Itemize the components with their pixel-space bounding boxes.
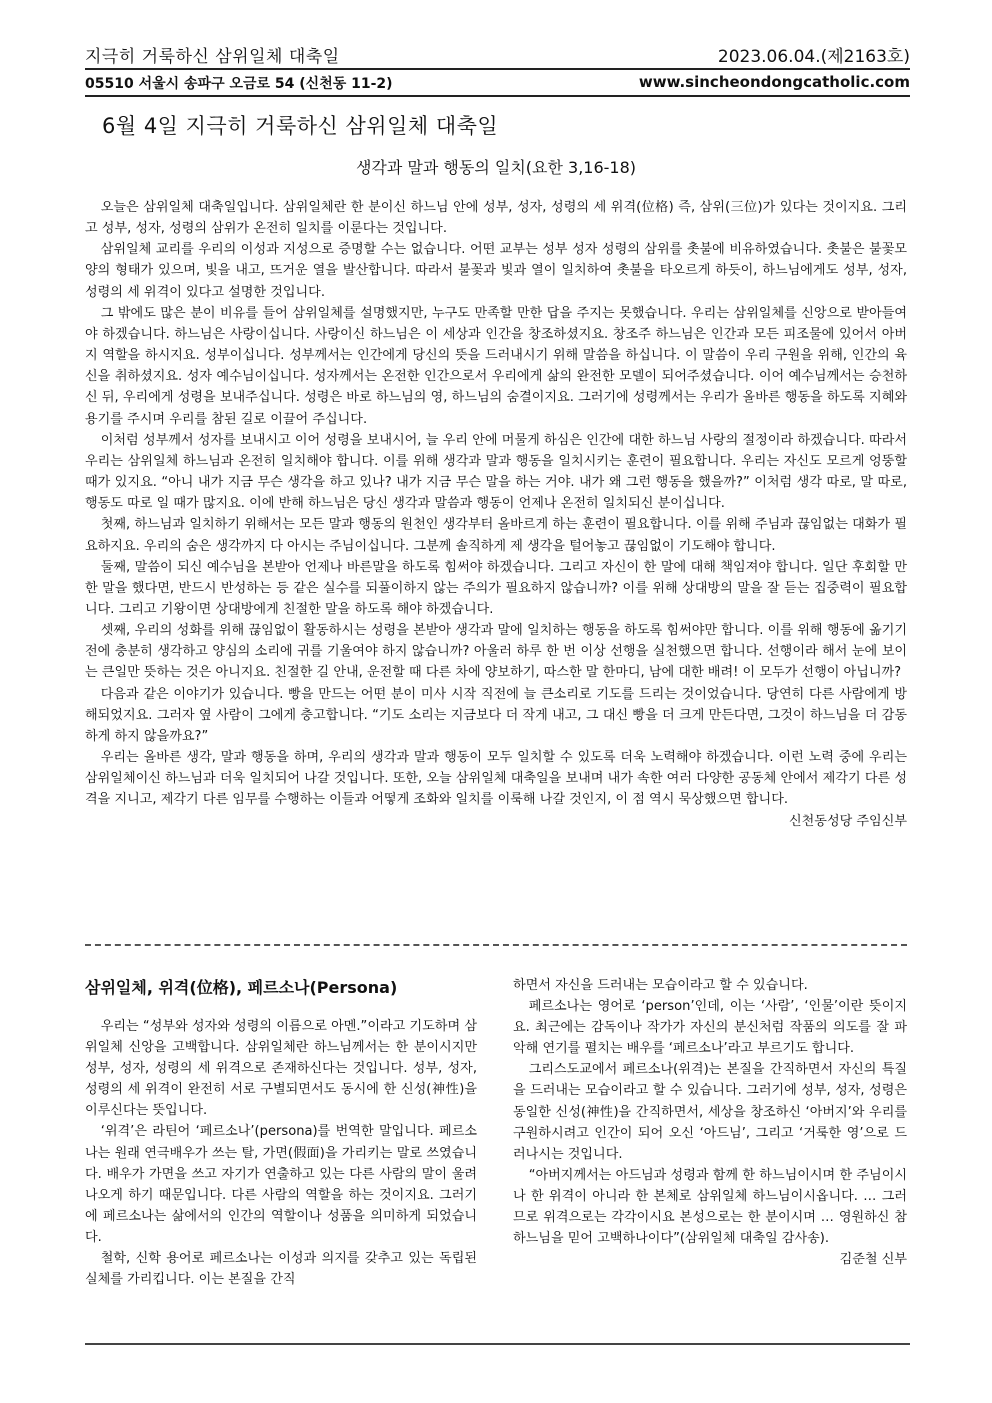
homily-paragraph: 이처럼 성부께서 성자를 보내시고 이어 성령을 보내시어, 늘 우리 안에 머물게 하심은 인간에 대한 하느님 사랑의 절정이라 하겠습니다. 따라서 우리는 삼위일체 하느님과 온전히 일치해야 합니다. 이를 위해 생각과 말과 행동을 일치시키는 훈련이 필요합니다. 우리는 자신도 모르게 엉뚱할 때가 있지요. “아니 내가 지금 무슨 생각을 하고 있나? 내가 지금 무슨 말을 하는 거야. 내가 왜 그런 행동을 했을까?” 이처럼 생각 따로, 말 따로, 행동도 따로 일 때가 많지요. 이에 반해 하느님은 당신 생각과 말씀과 행동이 언제나 온전히 일치되신 분이십니다. bbox=[85, 432, 907, 512]
homily-paragraph: 삼위일체 교리를 우리의 이성과 지성으로 증명할 수는 없습니다. 어떤 교부는 성부 성자 성령의 삼위를 촛불에 비유하였습니다. 촛불은 불꽃모양의 형태가 있으며, 빛을 내고, 뜨거운 열을 발산합니다. 따라서 불꽃과 빛과 열이 일치하여 촛불을 타오르게 하듯이, 하느님에게도 성부, 성자, 성령의 세 위격이 있다고 설명한 것입니다. bbox=[85, 242, 907, 300]
article-paragraph: 페르소나는 영어로 ‘person’인데, 이는 ‘사람’, ‘인물’이란 뜻이지요. 최근에는 감독이나 작가가 자신의 분신처럼 작품의 의도를 잘 파악해 연기를 펼치는 배우를 ‘페르소나’라고 부르기도 합니다. bbox=[513, 999, 907, 1057]
homily-last-paragraph bbox=[85, 747, 907, 829]
article-column-right bbox=[513, 975, 907, 1270]
footer-rule bbox=[85, 1343, 910, 1345]
church-website[interactable]: www.sincheondongcatholic.com bbox=[638, 73, 910, 91]
homily-paragraph: 다음과 같은 이야기가 있습니다. 빵을 만드는 어떤 분이 미사 시작 직전에 늘 큰소리로 기도를 드리는 것이었습니다. 당연히 다른 사람에게 방해되었지요. 그러자 옆 사람이 그에게 충고합니다. “기도 소리는 지금보다 더 작게 내고, 그 대신 빵을 더 크게 만든다면, 그것이 하느님을 더 감동하게 하지 않을까요?” bbox=[85, 686, 907, 744]
homily-main-title: 6월 4일 지극히 거룩하신 삼위일체 대축일 bbox=[102, 114, 499, 138]
issue-date: 2023.06.04.(제2163호) bbox=[717, 47, 910, 67]
homily-signature: 신천동성당 주임신부 bbox=[789, 813, 907, 829]
article-paragraph: “아버지께서는 아드님과 성령과 함께 한 하느님이시며 한 주님이시나 한 위격이 아니라 한 본체로 삼위일체 하느님이시옵니다. … 그러므로 위격으로는 각각이시요 본성으로는 한 분이시며 … 영원하신 참하느님을 믿어 고백하나이다”(삼위일체 대축일 감사송). bbox=[513, 1167, 907, 1247]
article-author: 김준철 신부 bbox=[839, 1252, 907, 1268]
article-paragraph: ‘위격’은 라틴어 ‘페르소나’(persona)를 번역한 말입니다. 페르소나는 원래 연극배우가 쓰는 탈, 가면(假面)을 가리키는 말로 쓰였습니다. 배우가 가면을 쓰고 자기가 연출하고 있는 다른 사람의 말이 울려 나오게 하기 때문입니다. 다른 사람의 역할을 하는 것이지요. 그러기에 페르소나는 삶에서의 인간의 역할이나 성품을 의미하게 되었습니다. bbox=[85, 1124, 477, 1245]
church-address: 05510 서울시 송파구 오금로 54 (신천동 11-2) bbox=[85, 76, 393, 92]
article-paragraph: 그리스도교에서 페르소나(위격)는 본질을 간직하면서 자신의 특질을 드러내는 모습이라고 할 수 있습니다. 그러기에 성부, 성자, 성령은 동일한 신성(神性)을 간직하면서, 세상을 창조하신 ‘아버지’와 우리를 구원하시려고 인간이 되어 오신 ‘아드님’, 그리고 ‘거룩한 영’으로 드러나시는 것입니다. bbox=[513, 1062, 907, 1162]
homily-paragraph: 첫째, 하느님과 일치하기 위해서는 모든 말과 행동의 원천인 생각부터 올바르게 하는 훈련이 필요합니다. 이를 위해 주님과 끊임없는 대화가 필요하지요. 우리의 숨은 생각까지 다 아시는 주님이십니다. 그분께 솔직하게 제 생각을 털어놓고 끊임없이 기도해야 합니다. bbox=[85, 517, 907, 554]
header-top bbox=[85, 42, 910, 68]
section-divider bbox=[85, 944, 907, 946]
homily-subtitle: 생각과 말과 행동의 일치(요한 3,16-18) bbox=[355, 158, 637, 177]
homily-paragraph-text: 우리는 올바른 생각, 말과 행동을 하며, 우리의 생각과 말과 행동이 모두 일치할 수 있도록 더욱 노력해야 하겠습니다. 이런 노력 중에 우리는 삼위일체이신 하느님과 더욱 일치되어 나갈 것입니다. 또한, 오늘 삼위일체 대축일을 보내며 내가 속한 여러 다양한 공동체 안에서 제각기 다른 성격을 지니고, 제각기 다른 임무를 수행하는 이들과 어떻게 조화와 일치를 이룩해 나갈 것인지, 이 점 역시 묵상했으면 합니다. bbox=[85, 750, 907, 808]
article-paragraph: 철학, 신학 용어로 페르소나는 이성과 의지를 갖추고 있는 독립된 실체를 가리킵니다. 이는 본질을 간직 bbox=[85, 1251, 477, 1288]
article-column-left bbox=[85, 1016, 477, 1290]
homily-paragraph: 셋째, 우리의 성화를 위해 끊임없이 활동하시는 성령을 본받아 생각과 말에 일치하는 행동을 하도록 힘써야만 합니다. 이를 위해 행동에 옮기기 전에 충분히 생각하고 양심의 소리에 귀를 기울여야 하지 않습니까? 아울러 하루 한 번 이상 선행을 실천했으면 합니다. 선행이라 해서 눈에 보이는 큰일만 뜻하는 것은 아니지요. 친절한 길 안내, 운전할 때 다른 차에 양보하기, 따스한 말 한마디, 남에 대한 배려! 이 모두가 선행이 아닙니까? bbox=[85, 623, 907, 681]
homily-paragraph: 그 밖에도 많은 분이 비유를 들어 삼위일체를 설명했지만, 누구도 만족할 만한 답을 주지는 못했습니다. 우리는 삼위일체를 신앙으로 받아들여야 하겠습니다. 하느님은 사랑이십니다. 사랑이신 하느님은 이 세상과 인간을 창조하셨지요. 창조주 하느님은 인간과 모든 피조물에 있어서 아버지 역할을 하시지요. 성부이십니다. 성부께서는 인간에게 당신의 뜻을 드러내시기 위해 말씀을 하십니다. 이 말씀이 우리 구원을 위해, 인간의 육신을 취하셨지요. 성자 예수님이십니다. 성자께서는 온전한 인간으로서 우리에게 삶의 완전한 모델이 되어주셨습니다. 이어 예수님께서는 승천하신 뒤, 우리에게 성령을 보내주십니다. 성령은 바로 하느님의 영, 하느님의 숨결이지요. 그러기에 성령께서는 우리가 올바른 행동을 하도록 지혜와 용기를 주시며 우리를 참된 길로 이끌어 주십니다. bbox=[85, 305, 907, 427]
header-rule-bottom bbox=[85, 95, 910, 97]
homily-paragraph: 둘째, 말씀이 되신 예수님을 본받아 언제나 바른말을 하도록 힘써야 하겠습니다. 그리고 자신이 한 말에 대해 책임져야 합니다. 일단 후회할 만한 말을 했다면, 반드시 반성하는 등 같은 실수를 되풀이하지 않는 주의가 필요하지 않습니까? 이를 위해 상대방의 말을 잘 듣는 집중력이 필요합니다. 그리고 기왕이면 상대방에게 친절한 말을 하도록 해야 하겠습니다. bbox=[85, 559, 907, 617]
homily-paragraph: 오늘은 삼위일체 대축일입니다. 삼위일체란 한 분이신 하느님 안에 성부, 성자, 성령의 세 위격(位格) 즉, 삼위(三位)가 있다는 것이지요. 그리고 성부, 성자, 성령의 삼위가 온전히 일치를 이룬다는 것입니다. bbox=[85, 200, 907, 237]
bulletin-title: 지극히 거룩하신 삼위일체 대축일 bbox=[85, 47, 340, 67]
article-paragraph: 우리는 “성부와 성자와 성령의 이름으로 아멘.”이라고 기도하며 삼위일체 신앙을 고백합니다. 삼위일체란 하느님께서는 한 분이시지만 성부, 성자, 성령의 세 위격으로 존재하신다는 것입니다. 성부, 성자, 성령의 세 위격이 완전히 서로 구별되면서도 동시에 한 신성(神性)을 이루신다는 뜻입니다. bbox=[85, 1019, 477, 1119]
header-rule-top bbox=[85, 68, 910, 70]
header-info bbox=[85, 73, 910, 95]
article-title: 삼위일체, 위격(位格), 페르소나(Persona) bbox=[85, 978, 398, 997]
article-paragraph: 하면서 자신을 드러내는 모습이라고 할 수 있습니다. bbox=[513, 978, 808, 993]
homily-body bbox=[85, 197, 907, 832]
